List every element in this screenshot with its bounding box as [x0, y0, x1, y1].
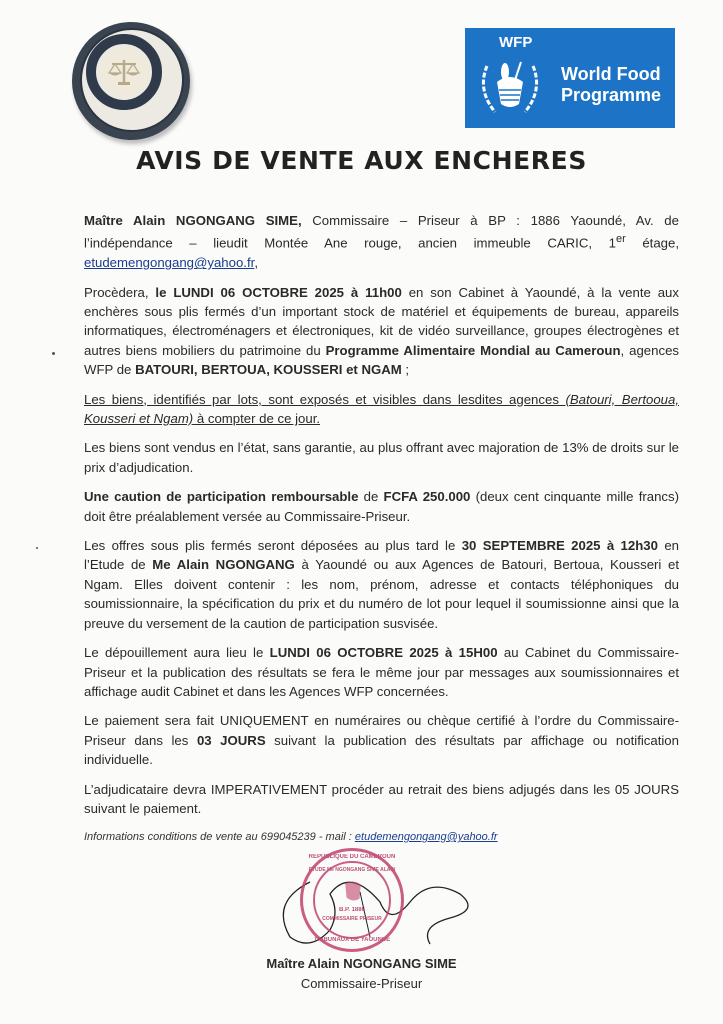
bailiff-seal-logo: [72, 22, 190, 140]
offer-deadline: 30 SEPTEMBRE 2025 à 12h30: [461, 538, 658, 554]
stamp-emblem-icon: [340, 879, 366, 903]
wfp-name-line2: Programme: [561, 85, 662, 105]
deposit-label: Une caution de participation remboursable: [84, 489, 359, 505]
scan-speck: [52, 352, 55, 355]
wfp-wheat-emblem-icon: [475, 52, 545, 122]
text: Les offres sous plis fermés seront déposées au plus tard le: [84, 538, 462, 554]
sale-date: le LUNDI 06 OCTOBRE 2025 à 11h00: [155, 284, 402, 300]
auctioneer-name: Maître Alain NGONGANG SIME,: [84, 213, 302, 228]
paragraph-conditions: Les biens sont vendus en l’état, sans garantie, au plus offrant avec majoration de 13% de droits sur le prix d’adjudication.: [84, 440, 679, 475]
text: à compter de ce jour.: [193, 411, 321, 427]
organization-name: Programme Alimentaire Mondial au Cameroun: [325, 342, 621, 358]
email-link[interactable]: etudemengongang@yahoo.fr: [84, 255, 255, 271]
paragraph-sale-announcement: [84, 283, 679, 380]
paragraph-deposit: [84, 487, 679, 526]
stamp-bottom-text: TRIBUNAUX DE YAOUNDE: [313, 937, 391, 943]
paragraph-payment: [84, 711, 679, 769]
footer-info-text: Informations conditions de vente au 699045239 - mail :: [84, 831, 355, 843]
text: (deux cent cinquante mille francs) doit être préalablement versée au Commissaire-Priseur.: [84, 489, 679, 524]
stamp-mid-text: ETUDE Me NGONGANG SIME ALAIN: [308, 867, 396, 873]
address-text-2: étage,: [625, 235, 679, 251]
text: ;: [401, 362, 410, 378]
paragraph-offers: [84, 536, 679, 633]
floor-suffix: er: [615, 233, 626, 246]
scales-of-justice-icon: [100, 48, 148, 96]
signer-role: Commissaire-Priseur: [300, 976, 423, 991]
opening-date: LUNDI 06 OCTOBRE 2025 à 15H00: [269, 645, 498, 661]
address-text: Commissaire – Priseur à BP : 1886 Yaoundé, Av. de l’indépendance – lieudit Montée Ane rouge, ancien immeuble CARIC, 1: [84, 213, 679, 251]
wfp-logo: [465, 28, 675, 128]
paragraph-exhibition: [84, 390, 679, 429]
text: au Cabinet du Commissaire-Priseur et la publication des résultats se fera le même jour par messages aux soumissionnaires et affichage audit Cabinet et dans les Agences WFP concernées.: [84, 645, 679, 699]
text: de: [358, 489, 384, 505]
paragraph-opening: [84, 643, 679, 701]
paragraph-auctioneer: [84, 211, 679, 273]
deposit-amount: FCFA 250.000: [383, 489, 471, 505]
text: en son Cabinet à Yaoundé, à la vente aux enchères sous plis fermés d’un important stock de matériel et équipements de bureau, appareils informatiques, électroménagers et électroniques, kit de vidéo surveillance, groupes électrogènes et autres biens mobiliers du patrimoine du: [84, 284, 679, 358]
punct: ,: [254, 255, 258, 271]
notice-body: [84, 211, 679, 828]
text: suivant la publication des résultats par affichage ou notification individuelle.: [84, 732, 679, 768]
wfp-acronym: WFP: [499, 34, 533, 51]
stamp-bp-text: B.P. 1886: [339, 907, 365, 913]
text: à Yaoundé ou aux Agences de Batouri, Bertoua, Kousseri et Ngam. Elles doivent contenir : les nom, prénom, adresse et contacts téléphoniques du soumissionnaire, la spécification du prix et du numéro de lot pour lequel il soumissionne ainsi que la preuve du versement de la caution de participation susvisée.: [84, 557, 679, 631]
text: , agences WFP de: [84, 342, 679, 378]
text: Les biens, identifiés par lots, sont exposés et visibles dans lesdites agences: [84, 391, 566, 407]
paragraph-removal: L’adjudicataire devra IMPERATIVEMENT procéder au retrait des biens adjugés dans les 05 JOURS suivant le paiement.: [84, 781, 679, 816]
text: Procèdera,: [84, 284, 156, 300]
text: Le paiement sera fait UNIQUEMENT en numéraires ou chèque certifié à l’ordre du Commissaire-Priseur dans les: [84, 713, 679, 748]
agency-names-italic: (Batouri, Bertooua, Kousseri et Ngam): [84, 391, 679, 427]
text: Le dépouillement aura lieu le: [84, 645, 270, 661]
scan-speck: [36, 547, 38, 549]
notice-title: AVIS DE VENTE AUX ENCHERES: [136, 146, 587, 175]
wfp-name-line1: World Food: [561, 64, 661, 84]
footer-email-link[interactable]: etudemengongang@yahoo.fr: [354, 831, 498, 843]
official-stamp: [300, 848, 404, 952]
payment-days: 03 JOURS: [196, 732, 266, 748]
wfp-name: [561, 64, 661, 106]
footer-info: [84, 830, 498, 844]
stamp-role-text: COMMISSAIRE PRISEUR: [322, 916, 382, 922]
text: en l’Etude de: [84, 538, 679, 573]
signer-name: Maître Alain NGONGANG SIME: [266, 956, 457, 971]
agency-list: BATOURI, BERTOUA, KOUSSERI et NGAM: [135, 362, 402, 378]
stamp-top-text: REPUBLIQUE DU CAMEROUN: [308, 854, 396, 860]
office-name: Me Alain NGONGANG: [152, 557, 295, 573]
